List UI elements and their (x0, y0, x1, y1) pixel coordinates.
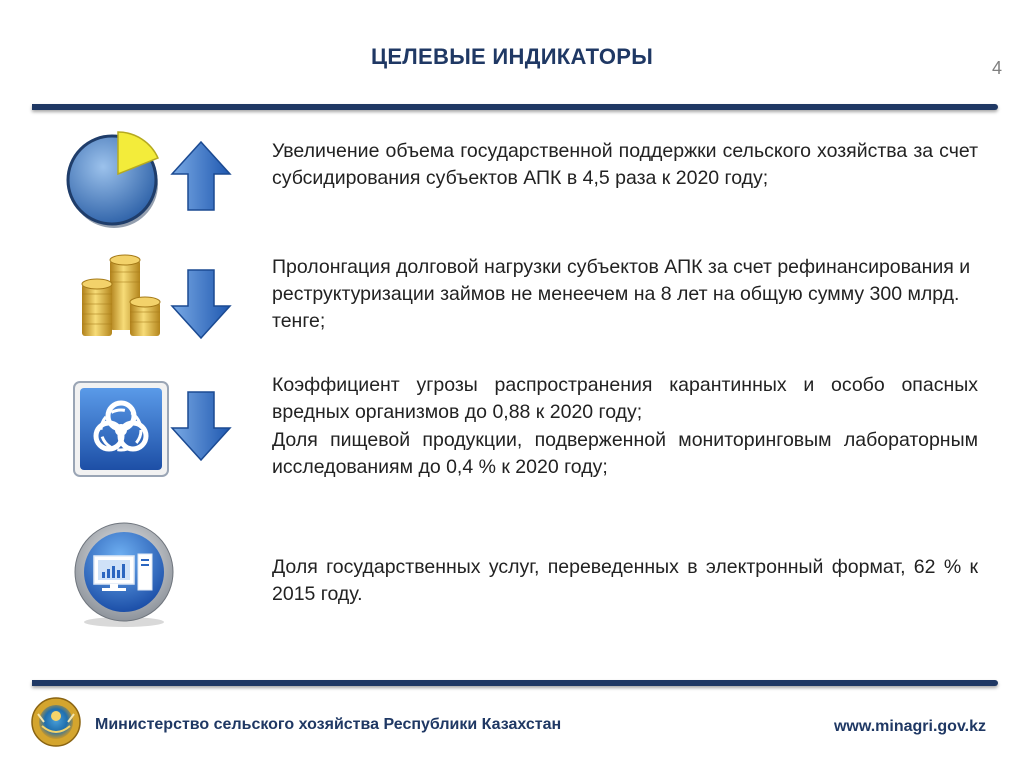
coins-icon (76, 250, 166, 342)
indicator-text-2: Пролонгация долговой нагрузки субъектов АПК за счет рефинансирования и реструктуризации займов не менеечем на 8 лет на общую сумму 300 млрд. тенге; (272, 256, 971, 332)
footer-website-link[interactable]: www.minagri.gov.kz (833, 718, 986, 735)
biohazard-icon (72, 380, 170, 482)
slide-title: ЦЕЛЕВЫЕ ИНДИКАТОРЫ (370, 44, 654, 69)
indicator-text-3a: Коэффициент угрозы распространения карантинных и особо опасных вредных организмов до 0,88 к 2020 году; (272, 374, 978, 423)
bottom-divider (32, 680, 998, 686)
indicator-text-1: Увеличение объема государственной поддержки сельского хозяйства за счет субсидирования субъектов АПК в 4,5 раза к 2020 году; (272, 140, 978, 189)
arrow-up-icon (170, 140, 232, 212)
indicator-text-3b: Доля пищевой продукции, подверженной мониторинговым лабораторным исследованиям до 0,4 % к 2020 году; (272, 429, 978, 478)
footer-organization: Министерство сельского хозяйства Республики Казахстан (95, 716, 562, 733)
state-emblem-icon (30, 696, 82, 748)
page-number: 4 (991, 58, 1002, 78)
indicator-text-4: Доля государственных услуг, переведенных в электронный формат, 62 % к 2015 году. (272, 556, 978, 605)
computer-icon (72, 522, 176, 630)
arrow-down-icon (170, 390, 232, 462)
arrow-down-icon (170, 268, 232, 340)
top-divider (32, 104, 998, 110)
pie-chart-icon (62, 128, 162, 228)
